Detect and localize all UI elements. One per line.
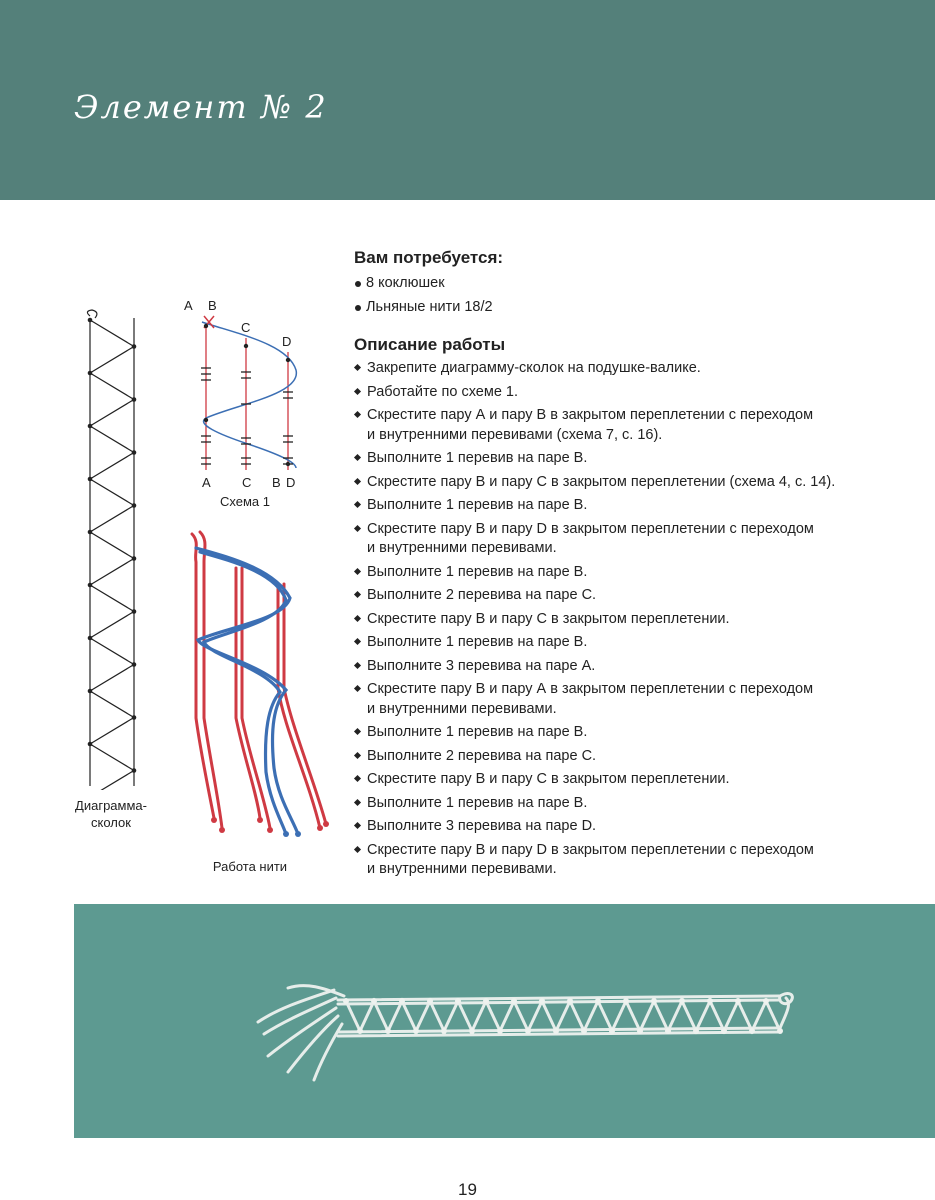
pin-dot [132,397,137,402]
pin-dot [132,344,137,349]
pin-dot [88,318,93,323]
scheme-caption: Схема 1 [220,494,270,509]
materials-list [354,272,914,319]
step-item: Выполните 3 перевива на паре А. [354,657,914,677]
lace-knot [707,998,713,1004]
pin-dot [88,477,93,482]
scheme-diagram [178,294,318,496]
step-item: Скрестите пару А и пару В в закрытом переплетении с переходом и внутренними перевивами (схема 7, с. 16). [354,406,914,445]
step-item: Скрестите пару В и пару С в закрытом переплетении. [354,770,914,790]
lace-knot [497,1028,503,1034]
label-d-top: D [282,334,292,349]
step-item: Скрестите пару В и пару С в закрытом переплетении (схема 4, с. 14). [354,473,914,493]
step-item: Выполните 1 перевив на паре В. [354,496,914,516]
pin-dot [132,609,137,614]
label-a-top: А [184,298,193,313]
step-item: Выполните 1 перевив на паре В. [354,794,914,814]
pin-dot [88,636,93,641]
lace-knot [637,1028,643,1034]
lace-knot [651,998,657,1004]
step-item: Выполните 1 перевив на паре В. [354,633,914,653]
pin-dot [88,371,93,376]
lace-knot [553,1028,559,1034]
instructions-column [354,246,914,884]
pin-dot [88,530,93,535]
lace-knot [343,998,349,1004]
lace-knot [721,1028,727,1034]
step-item: Выполните 2 перевива на паре С. [354,747,914,767]
step-item: Выполните 1 перевив на паре В. [354,449,914,469]
step-item: Выполните 1 перевив на паре В. [354,563,914,583]
step-item: Выполните 2 перевива на паре С. [354,586,914,606]
step-item: Скрестите пару В и пару А в закрытом переплетении с переходом и внутренними перевивами. [354,680,914,719]
step-item: Скрестите пару В и пару D в закрытом переплетении с переходом и внутренними перевивами. [354,520,914,559]
lace-knot [357,1028,363,1034]
pin-dot [132,503,137,508]
lace-knot [623,998,629,1004]
materials-item: Льняные нити 18/2 [354,296,914,320]
pin-dot [88,742,93,747]
lace-knot [539,998,545,1004]
pricking-diagram [62,296,162,790]
page-number: 19 [458,1180,477,1199]
threads-caption: Работа нити [212,859,288,874]
step-item: Скрестите пару В и пару D в закрытом переплетении с переходом и внутренними перевивами. [354,841,914,880]
pin-dot [132,662,137,667]
lace-knot [609,1028,615,1034]
label-d-bottom: D [286,475,296,490]
lace-knot [413,1028,419,1034]
materials-item: 8 коклюшек [354,272,914,296]
label-b-top: В [208,298,217,313]
header-band [0,0,935,200]
thread-work-illustration [174,528,334,848]
step-item: Выполните 3 перевива на паре D. [354,817,914,837]
lace-knot [441,1028,447,1034]
lace-knot [763,998,769,1004]
label-c-bottom: С [242,475,252,490]
label-c-top: С [241,320,251,335]
pin-dot [88,424,93,429]
lace-knot [469,1028,475,1034]
lace-knot [693,1028,699,1034]
lace-knot [511,998,517,1004]
step-item: Скрестите пару В и пару С в закрытом переплетении. [354,610,914,630]
page-title: Элемент № 2 [74,88,328,126]
lace-knot [665,1028,671,1034]
pricking-caption: Диаграмма- сколок [75,798,147,830]
pin-dot [88,689,93,694]
lace-knot [735,998,741,1004]
lace-knot [749,1028,755,1034]
lace-sample-image [74,904,935,1138]
step-item: Выполните 1 перевив на паре В. [354,723,914,743]
label-a-bottom: А [202,475,211,490]
lace-knot [567,998,573,1004]
lace-knot [525,1028,531,1034]
lace-knot [581,1028,587,1034]
lace-knot [595,998,601,1004]
pin-dot [132,556,137,561]
lace-knot [455,998,461,1004]
lace-knot [371,998,377,1004]
lace-knot [427,998,433,1004]
lace-knot [777,1028,783,1034]
label-b-bottom: В [272,475,281,490]
lace-knot [679,998,685,1004]
steps-list [354,359,914,880]
lace-knot [483,998,489,1004]
pin-dot [132,715,137,720]
pin-dot [88,583,93,588]
lace-knot [399,998,405,1004]
step-item: Закрепите диаграмму-сколок на подушке-валике. [354,359,914,379]
pin-dot [132,768,137,773]
lace-photo [74,904,935,1138]
step-item: Работайте по схеме 1. [354,383,914,403]
description-title: Описание работы [354,335,506,354]
materials-title: Вам потребуется: [354,248,504,267]
pin-dot [132,450,137,455]
lace-knot [385,1028,391,1034]
